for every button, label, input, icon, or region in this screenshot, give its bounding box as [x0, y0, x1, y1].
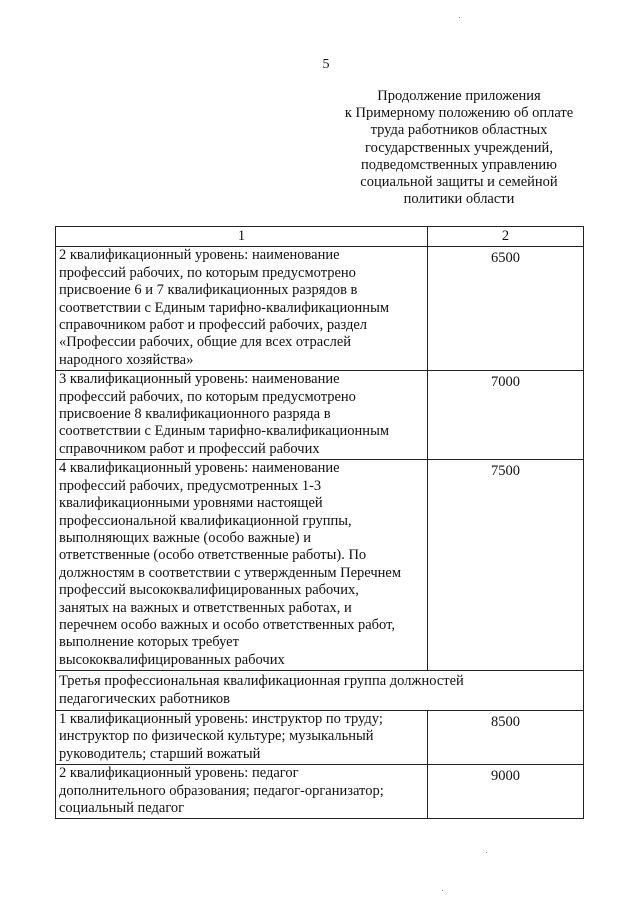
description-line: руководитель; старший вожатый — [59, 745, 261, 762]
header-line: политики области — [403, 191, 515, 208]
salary-value: 9000 — [428, 765, 584, 819]
header-line: социальной защиты и семейной — [360, 174, 558, 191]
group-heading-line: Третья профессиональная квалификационная группа должностей — [59, 673, 464, 690]
description-line: социальный педагог — [59, 800, 185, 816]
description-line: 2 квалификационный уровень: наименование — [59, 247, 340, 264]
description-line: высококвалифицированных рабочих — [59, 651, 285, 668]
qualification-description — [56, 460, 428, 671]
column-number-1: 1 — [56, 227, 428, 247]
description-line: соответствии с Единым тарифно-квалификационным — [59, 299, 389, 316]
qualification-description — [56, 765, 428, 819]
scan-speck — [442, 890, 443, 891]
table-row — [56, 460, 584, 671]
description-line: должностям в соответствии с утвержденным Перечнем — [59, 564, 402, 581]
description-line: инструктор по физической культуре; музыкальный — [59, 728, 374, 745]
salary-value: 6500 — [428, 247, 584, 371]
table-row — [56, 765, 584, 819]
description-line: присвоение 8 квалификационного разряда в — [59, 406, 331, 423]
page-number: 5 — [322, 57, 330, 72]
table-row — [56, 371, 584, 460]
description-line: 3 квалификационный уровень: наименование — [59, 371, 340, 388]
table-row — [56, 247, 584, 371]
header-line: Продолжение приложения — [377, 88, 541, 104]
description-line: выполнение которых требует — [59, 634, 239, 651]
description-line: профессиональной квалификационной группы, — [59, 512, 352, 529]
qualification-description — [56, 710, 428, 764]
description-line: присвоение 6 и 7 квалификационных разрядов в — [59, 282, 358, 299]
salary-value: 7500 — [428, 460, 584, 671]
description-line: квалификационными уровнями настоящей — [59, 495, 323, 512]
description-line: соответствии с Единым тарифно-квалификационным — [59, 423, 389, 440]
description-line: 4 квалификационный уровень: наименование — [59, 460, 340, 477]
description-line: справочником работ и профессий рабочих, раздел — [59, 317, 368, 334]
qualification-description — [56, 371, 428, 460]
description-line: «Профессии рабочих, общие для всех отраслей — [59, 334, 352, 351]
scan-speck — [459, 17, 460, 18]
description-line: народного хозяйства» — [59, 351, 194, 368]
header-line: к Примерному положению об оплате — [344, 105, 574, 122]
description-line: профессий рабочих, по которым предусмотрено — [59, 388, 356, 405]
description-line: справочником работ и профессий рабочих — [59, 440, 320, 457]
description-line: перечнем особо важных и особо ответственных работ, — [59, 616, 395, 633]
salary-value: 7000 — [428, 371, 584, 460]
description-line: дополнительного образования; педагог-организатор; — [59, 782, 384, 799]
salary-table — [55, 226, 584, 819]
scan-speck — [486, 852, 487, 853]
group-heading — [56, 671, 584, 711]
group-heading-line: педагогических работников — [59, 690, 230, 707]
column-number-2: 2 — [428, 227, 584, 247]
description-line: ответственные (особо ответственные работы). По — [59, 547, 367, 564]
qualification-description — [56, 247, 428, 371]
description-line: 1 квалификационный уровень: инструктор по труду; — [59, 710, 383, 727]
header-line: государственных учреждений, — [365, 139, 553, 156]
salary-value: 8500 — [428, 710, 584, 764]
description-line: 2 квалификационный уровень: педагог — [59, 765, 299, 782]
description-line: занятых на важных и ответственных работах, и — [59, 599, 352, 616]
table-row — [56, 710, 584, 764]
header-line: подведомственных управлению — [361, 156, 557, 173]
description-line: профессий рабочих, предусмотренных 1-3 — [59, 477, 322, 494]
appendix-header — [318, 88, 600, 208]
description-line: выполняющих важные (особо важные) и — [59, 529, 312, 546]
description-line: профессий высококвалифицированных рабочих, — [59, 582, 359, 599]
header-line: труда работников областных — [370, 122, 548, 139]
description-line: профессий рабочих, по которым предусмотрено — [59, 264, 356, 281]
group-heading-row — [56, 671, 584, 711]
table-header-row — [56, 227, 584, 247]
